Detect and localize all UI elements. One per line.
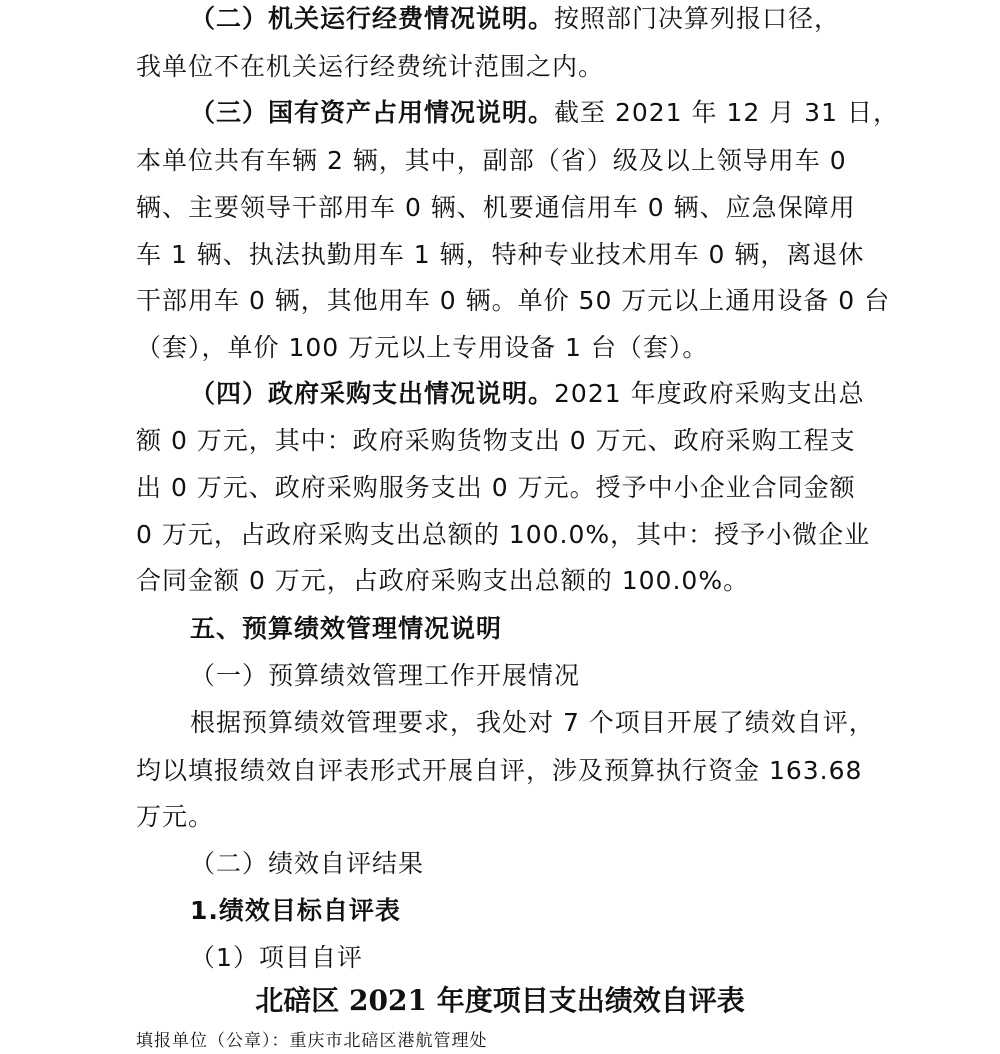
- para4-line5: 合同金额 0 万元，占政府采购支出总额的 100.0%。: [136, 566, 750, 595]
- para2-heading: （二）机关运行经费情况说明。: [190, 4, 555, 33]
- sub1-line3: 万元。: [136, 802, 215, 831]
- para4-line1: [190, 379, 865, 409]
- sub1-title: （一）预算绩效管理工作开展情况: [190, 661, 581, 690]
- para4-heading: （四）政府采购支出情况说明。: [190, 379, 555, 408]
- item1-title: 1.绩效目标自评表: [190, 896, 401, 925]
- para4-line3: 出 0 万元、政府采购服务支出 0 万元。授予中小企业合同金额: [136, 473, 856, 502]
- table-title: 北碚区 2021 年度项目支出绩效自评表: [255, 984, 745, 1017]
- para3-line5: 干部用车 0 辆，其他用车 0 辆。单价 50 万元以上通用设备 0 台: [136, 286, 891, 315]
- para3-line4: 车 1 辆、执法执勤用车 1 辆，特种专业技术用车 0 辆，离退休: [136, 240, 865, 269]
- item1-subtitle: （1）项目自评: [190, 943, 363, 972]
- para2-line2: 我单位不在机关运行经费统计范围之内。: [136, 52, 605, 81]
- para3-heading: （三）国有资产占用情况说明。: [190, 98, 555, 127]
- para4-line1-text: 2021 年度政府采购支出总: [554, 379, 865, 408]
- para2-line1-text: 按照部门决算列报口径，: [554, 4, 841, 33]
- section5-title: 五、预算绩效管理情况说明: [190, 614, 503, 643]
- para3-line3: 辆、主要领导干部用车 0 辆、机要通信用车 0 辆、应急保障用: [136, 193, 856, 222]
- sub1-line1: 根据预算绩效管理要求，我处对 7 个项目开展了绩效自评，: [190, 708, 875, 737]
- para3-line1: [190, 98, 899, 128]
- para4-line2: 额 0 万元，其中：政府采购货物支出 0 万元、政府采购工程支: [136, 426, 856, 455]
- filler-unit: 填报单位（公章）：重庆市北碚区港航管理处: [136, 1031, 488, 1051]
- para2-line1: [190, 4, 840, 34]
- para3-line1-text: 截至 2021 年 12 月 31 日，: [554, 98, 899, 127]
- sub1-line2: 均以填报绩效自评表形式开展自评，涉及预算执行资金 163.68: [136, 756, 863, 785]
- para4-line4: 0 万元，占政府采购支出总额的 100.0%，其中：授予小微企业: [136, 520, 871, 549]
- para3-line2: 本单位共有车辆 2 辆，其中，副部（省）级及以上领导用车 0: [136, 146, 847, 175]
- sub2-title: （二）绩效自评结果: [190, 849, 425, 878]
- para3-line6: （套），单价 100 万元以上专用设备 1 台（套）。: [136, 333, 709, 362]
